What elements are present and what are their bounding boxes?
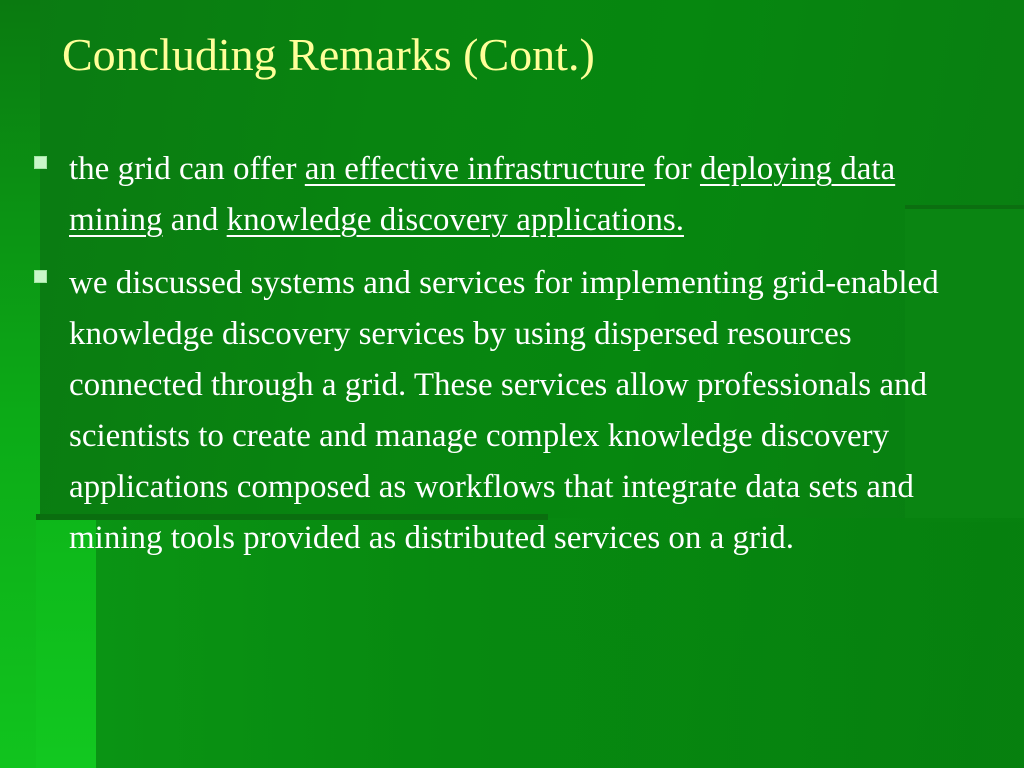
bullet-item [30, 144, 980, 246]
square-bullet-icon [34, 270, 47, 283]
bullet-text: the grid can offer [69, 151, 305, 187]
bullet-text: for [645, 151, 700, 187]
slide-title: Concluding Remarks (Cont.) [62, 29, 595, 80]
bullet-text: we discussed systems and services for implementing grid-enabled knowledge discovery services by using dispersed resources connected through a grid. These services allow professionals and scientists to create and manage complex knowledge discovery applications composed as workflows that integrate data sets and mining tools provided as distributed services on a grid. [69, 265, 939, 556]
bullet-list [30, 144, 980, 576]
bullet-item [30, 258, 980, 564]
square-bullet-icon [34, 156, 47, 169]
underlined-phrase: knowledge discovery applications. [226, 202, 684, 238]
bullet-text: and [162, 202, 227, 238]
underlined-phrase: an effective infrastructure [304, 151, 645, 187]
underlined-phrase: deploying data mining [69, 151, 896, 238]
